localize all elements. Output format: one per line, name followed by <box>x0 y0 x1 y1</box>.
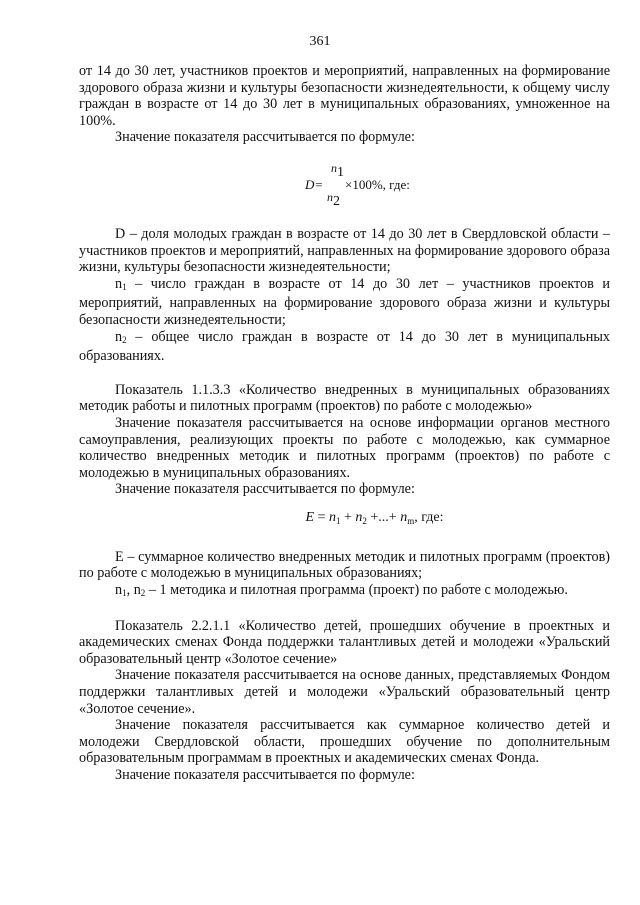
paragraph-formula-intro: Значение показателя рассчитывается по формуле: <box>115 767 415 783</box>
paragraph-indicator-source: Значение показателя рассчитывается на основе данных, представляемых Фондом поддержки талантливых детей и молодежи «Уральский образовательный центр «Золотое сечение». <box>79 667 610 717</box>
formula-sum: $E = n_1 + n_2$ +...+ $n_m$, где: <box>305 509 444 526</box>
paragraph-definition-n2: $n_2$ – общее число граждан в возрасте от 14 до 30 лет в муниципальных образованиях. <box>79 328 610 365</box>
paragraph-formula-intro: Значение показателя рассчитывается по формуле: <box>115 481 415 498</box>
paragraph-definition-n: $n_1$, $n_2 - 1$ методика и пилотная программа (проект) по работе с молодежью. <box>115 582 568 599</box>
formula-share <box>79 154 610 216</box>
paragraph-indicator-description: Значение показателя рассчитывается на основе информации органов местного самоуправления, реализующих проекты по работе с молодежью, как суммарное количество внедренных методик и пилотных программ (проектов) по работе с молодежью в муниципальных образованиях. <box>79 414 610 481</box>
paragraph-formula-intro: Значение показателя рассчитывается по формуле: <box>115 129 415 146</box>
paragraph-indicator-title: Показатель 1.1.3.3 «Количество внедренных в муниципальных образованиях методик работы и пилотных программ (проектов) по работе с молодежью» <box>79 381 610 415</box>
paragraph-indicator-description: Значение показателя рассчитывается как суммарное количество детей и молодежи Свердловской области, прошедших обучение по дополнительным образовательным программам в проектных и академических сменах Фонда. <box>79 717 610 767</box>
formula-lhs: D= <box>305 176 324 192</box>
document-body <box>79 63 610 784</box>
page-number: 361 <box>309 34 331 49</box>
paragraph-definition-d: D – доля молодых граждан в возрасте от 14 до 30 лет в Свердловской области – участников проектов и мероприятий, направленных на формирование здорового образа жизни, культуры безопасности жизнедеятельности; <box>79 225 610 276</box>
paragraph-definition-e: E – суммарное количество внедренных методик и пилотных программ (проектов) по работе с молодежью в муниципальных образованиях; <box>79 548 610 582</box>
paragraph-definition-n1: $n_1$ – число граждан в возрасте от 14 до 30 лет – участников проектов и мероприятий, направленных на формирование здорового образа жизни и культуры безопасности жизнедеятельности; <box>79 275 610 328</box>
formula-rest: ×100%, где: <box>345 176 410 192</box>
paragraph-continuation: от 14 до 30 лет, участников проектов и мероприятий, направленных на формирование здорового образа жизни и культуры безопасности жизнедеятельности, к общему числу граждан в возрасте от 14 до 30 лет в муниципальных образованиях, умноженное на 100%. <box>79 63 610 129</box>
formula-numerator: $n_1$ <box>331 160 344 180</box>
paragraph-indicator-title: Показатель 2.2.1.1 «Количество детей, прошедших обучение в проектных и академических сменах Фонда поддержки талантливых детей и молодежи «Уральский образовательный центр «Золотое сечение» <box>79 617 610 667</box>
formula-denominator: $n_2$ <box>327 189 340 209</box>
